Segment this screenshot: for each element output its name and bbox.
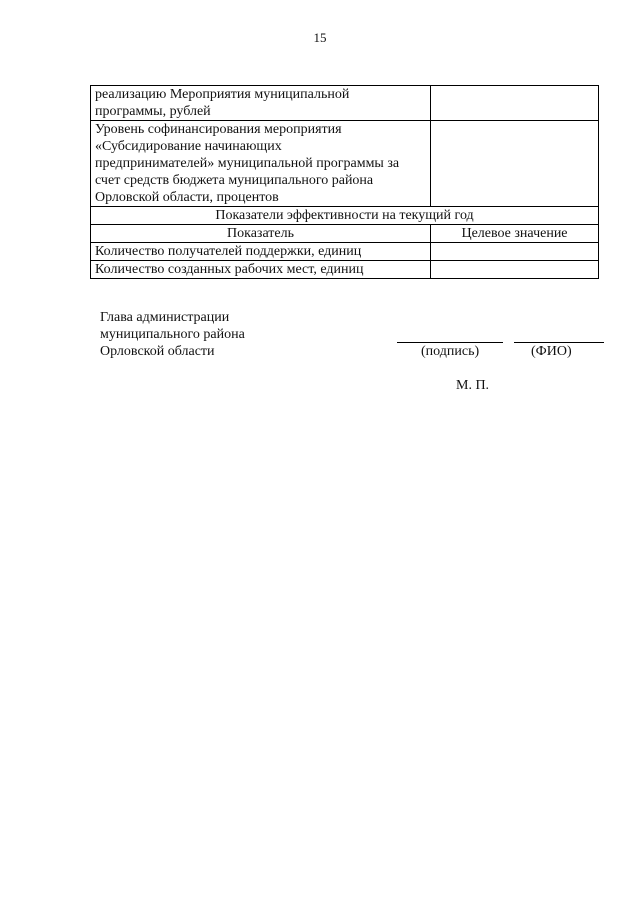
section-header: Показатели эффективности на текущий год: [91, 207, 599, 225]
table-cell-value: [431, 121, 599, 207]
indicator-name: Количество получателей поддержки, единиц: [91, 243, 431, 261]
cell-text-line: Уровень софинансирования мероприятия: [95, 122, 342, 137]
signatory-line: Орловской области: [100, 344, 215, 359]
stamp-placeholder: М. П.: [456, 378, 490, 393]
cell-text-line: предпринимателей» муниципальной программы за: [95, 156, 400, 171]
cell-text-line: Орловской области, процентов: [95, 190, 279, 205]
column-header-target: Целевое значение: [431, 225, 599, 243]
table-row: [91, 243, 599, 261]
page-number: 15: [313, 30, 327, 45]
signature-line: [397, 342, 503, 343]
table-cell: [91, 121, 431, 207]
signature-label: (подпись): [421, 344, 480, 359]
table-row: [91, 86, 599, 121]
cell-text-line: «Субсидирование начинающих: [95, 139, 282, 154]
signatory-line: муниципального района: [100, 327, 245, 342]
indicators-table: [90, 85, 599, 279]
table-cell: [91, 86, 431, 121]
indicator-value: [431, 243, 599, 261]
signatory-title: [100, 309, 245, 360]
table-cell-value: [431, 86, 599, 121]
cell-text-line: счет средств бюджета муниципального района: [95, 173, 374, 188]
column-header-indicator: Показатель: [91, 225, 431, 243]
table-row: [91, 261, 599, 279]
indicator-value: [431, 261, 599, 279]
cell-text-line: программы, рублей: [95, 104, 211, 119]
signatory-line: Глава администрации: [100, 310, 230, 325]
cell-text-line: реализацию Мероприятия муниципальной: [95, 87, 350, 102]
column-header-row: [91, 225, 599, 243]
name-label: (ФИО): [531, 344, 572, 359]
name-line: [514, 342, 604, 343]
indicator-name: Количество созданных рабочих мест, единиц: [91, 261, 431, 279]
section-header-row: [91, 207, 599, 225]
table-row: [91, 121, 599, 207]
